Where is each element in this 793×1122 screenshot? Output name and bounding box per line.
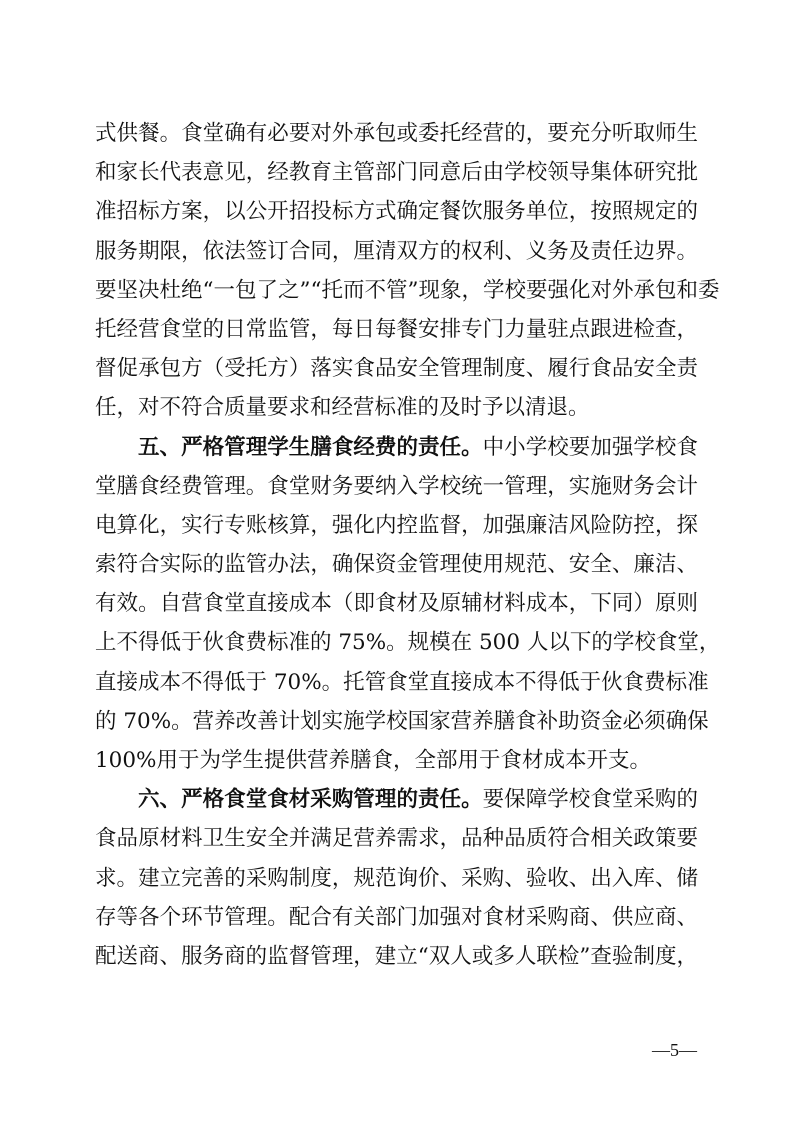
section-first-line bbox=[95, 780, 698, 819]
text-line: 的 70%。营养改善计划实施学校国家营养膳食补助资金必须确保 bbox=[95, 708, 709, 734]
text-line: 存等各个环节管理。配合有关部门加强对食材采购商、供应商、 bbox=[95, 904, 698, 930]
page-number: —5— bbox=[652, 1040, 697, 1060]
section-text: 要保障学校食堂采购的 bbox=[482, 787, 698, 813]
text-line: 索符合实际的监管办法，确保资金管理使用规范、安全、廉洁、 bbox=[95, 552, 698, 578]
section-heading: 六、严格食堂食材采购管理的责任。 bbox=[138, 787, 483, 813]
text-line: 服务期限，依法签订合同，厘清双方的权利、义务及责任边界。 bbox=[95, 238, 698, 264]
text-line: 食品原材料卫生安全并满足营养需求，品种品质符合相关政策要 bbox=[95, 826, 698, 852]
text-line: 求。建立完善的采购制度，规范询价、采购、验收、出入库、储 bbox=[95, 865, 698, 891]
text-line: 100%用于为学生提供营养膳食，全部用于食材成本开支。 bbox=[95, 748, 651, 773]
text-line: 和家长代表意见，经教育主管部门同意后由学校领导集体研究批 bbox=[95, 160, 698, 186]
text-line: 要坚决杜绝“一包了之”“托而不管”现象，学校要强化对外承包和委 bbox=[95, 277, 720, 303]
section-six bbox=[95, 780, 698, 976]
text-line: 准招标方案，以公开招投标方式确定餐饮服务单位，按照规定的 bbox=[95, 199, 698, 225]
section-text: 中小学校要加强学校食 bbox=[482, 434, 698, 460]
section-five bbox=[95, 428, 721, 781]
document-body bbox=[95, 114, 721, 976]
section-first-line bbox=[95, 428, 698, 467]
text-line: 上不得低于伙食费标准的 75%。规模在 500 人以下的学校食堂， bbox=[95, 630, 721, 656]
text-line: 电算化，实行专账核算，强化内控监督，加强廉洁风险防控，探 bbox=[95, 512, 698, 538]
text-line: 配送商、服务商的监督管理，建立“双人或多人联检”查验制度， bbox=[95, 943, 698, 969]
text-line: 堂膳食经费管理。食堂财务要纳入学校统一管理，实施财务会计 bbox=[95, 473, 698, 499]
section-heading: 五、严格管理学生膳食经费的责任。 bbox=[138, 434, 483, 460]
text-line: 直接成本不得低于 70%。托管食堂直接成本不得低于伙食费标准 bbox=[95, 669, 709, 695]
text-line: 式供餐。食堂确有必要对外承包或委托经营的，要充分听取师生 bbox=[95, 121, 698, 146]
text-line: 任，对不符合质量要求和经营标准的及时予以清退。 bbox=[95, 395, 590, 421]
text-line: 有效。自营食堂直接成本（即食材及原辅材料成本，下同）原则 bbox=[95, 591, 698, 617]
text-line: 托经营食堂的日常监管，每日每餐安排专门力量驻点跟进检查， bbox=[95, 316, 698, 342]
paragraph-continuation bbox=[95, 114, 720, 428]
text-line: 督促承包方（受托方）落实食品安全管理制度、履行食品安全责 bbox=[95, 356, 698, 382]
